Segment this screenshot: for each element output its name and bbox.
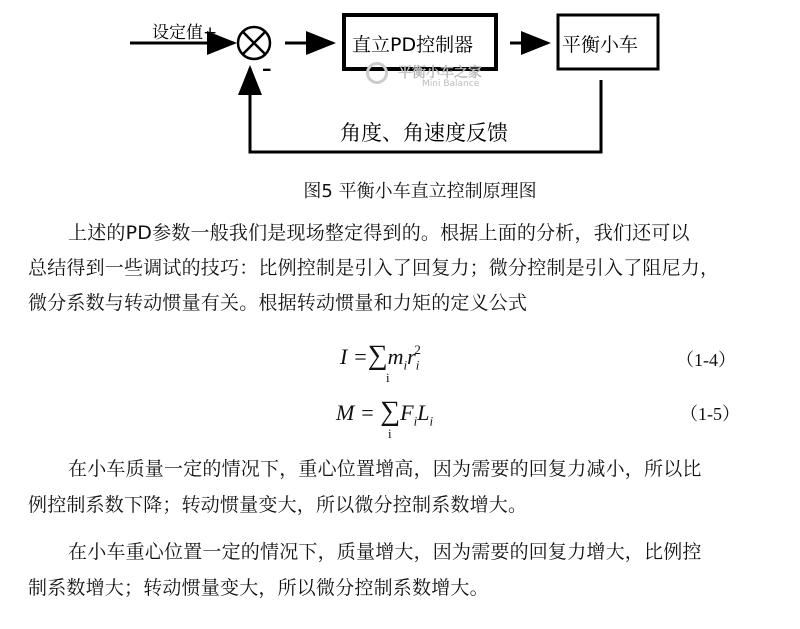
equation-1-4 bbox=[340, 340, 421, 373]
sum-index: i bbox=[386, 370, 390, 385]
eq-sub: i bbox=[403, 357, 408, 373]
paragraph1-line: 微分系数与转动惯量有关。根据转动惯量和力矩的定义公式 bbox=[28, 292, 528, 314]
feedback-label: 角度、角速度反馈 bbox=[340, 121, 508, 145]
watermark-logo-icon bbox=[366, 62, 388, 84]
equation-number: （1-4） bbox=[676, 350, 736, 370]
watermark: 平衡小车之家 bbox=[398, 65, 482, 81]
paragraph3-line: 制系数增大；转动惯量变大，所以微分控制系数增大。 bbox=[28, 577, 489, 599]
paragraph3-line: 在小车重心位置一定的情况下，质量增大，因为需要的回复力增大，比例控 bbox=[68, 541, 702, 563]
eq-lhs: I = bbox=[340, 344, 368, 369]
paragraph1-line: 上述的PD参数一般我们是现场整定得到的。根据上面的分析，我们还可以 bbox=[68, 222, 690, 244]
equation-1-5 bbox=[336, 396, 433, 429]
sum-symbol: ∑ bbox=[380, 396, 401, 427]
sum-index: i bbox=[388, 426, 392, 441]
controller-label: 直立PD控制器 bbox=[352, 34, 474, 56]
eq-term: m bbox=[387, 344, 404, 369]
figure-caption: 图5 平衡小车直立控制原理图 bbox=[303, 181, 537, 202]
paragraph1-line: 总结得到一些调试的技巧：比例控制是引入了回复力；微分控制是引入了阻尼力， bbox=[28, 257, 720, 279]
eq-sup: 2 bbox=[414, 342, 421, 357]
eq-lhs: M = bbox=[336, 400, 375, 425]
watermark-sub: Mini Balance bbox=[422, 79, 480, 89]
setpoint-label: 设定值+ bbox=[152, 23, 218, 43]
eq-term: r bbox=[407, 344, 416, 369]
eq-term: F bbox=[400, 400, 414, 425]
plant-label: 平衡小车 bbox=[562, 34, 639, 56]
equation-number: （1-5） bbox=[680, 404, 740, 424]
paragraph2-line: 例控制系数下降；转动惯量变大，所以微分控制系数增大。 bbox=[28, 494, 528, 516]
eq-sub: i bbox=[429, 413, 434, 429]
summing-junction bbox=[238, 27, 270, 59]
eq-sub: i bbox=[413, 413, 418, 429]
paragraph2-line: 在小车质量一定的情况下，重心位置增高，因为需要的回复力减小，所以比 bbox=[68, 458, 702, 480]
minus-label: – bbox=[262, 58, 272, 80]
eq-sub: i bbox=[415, 357, 420, 373]
sum-symbol: ∑ bbox=[367, 340, 388, 371]
eq-term: L bbox=[417, 400, 430, 425]
